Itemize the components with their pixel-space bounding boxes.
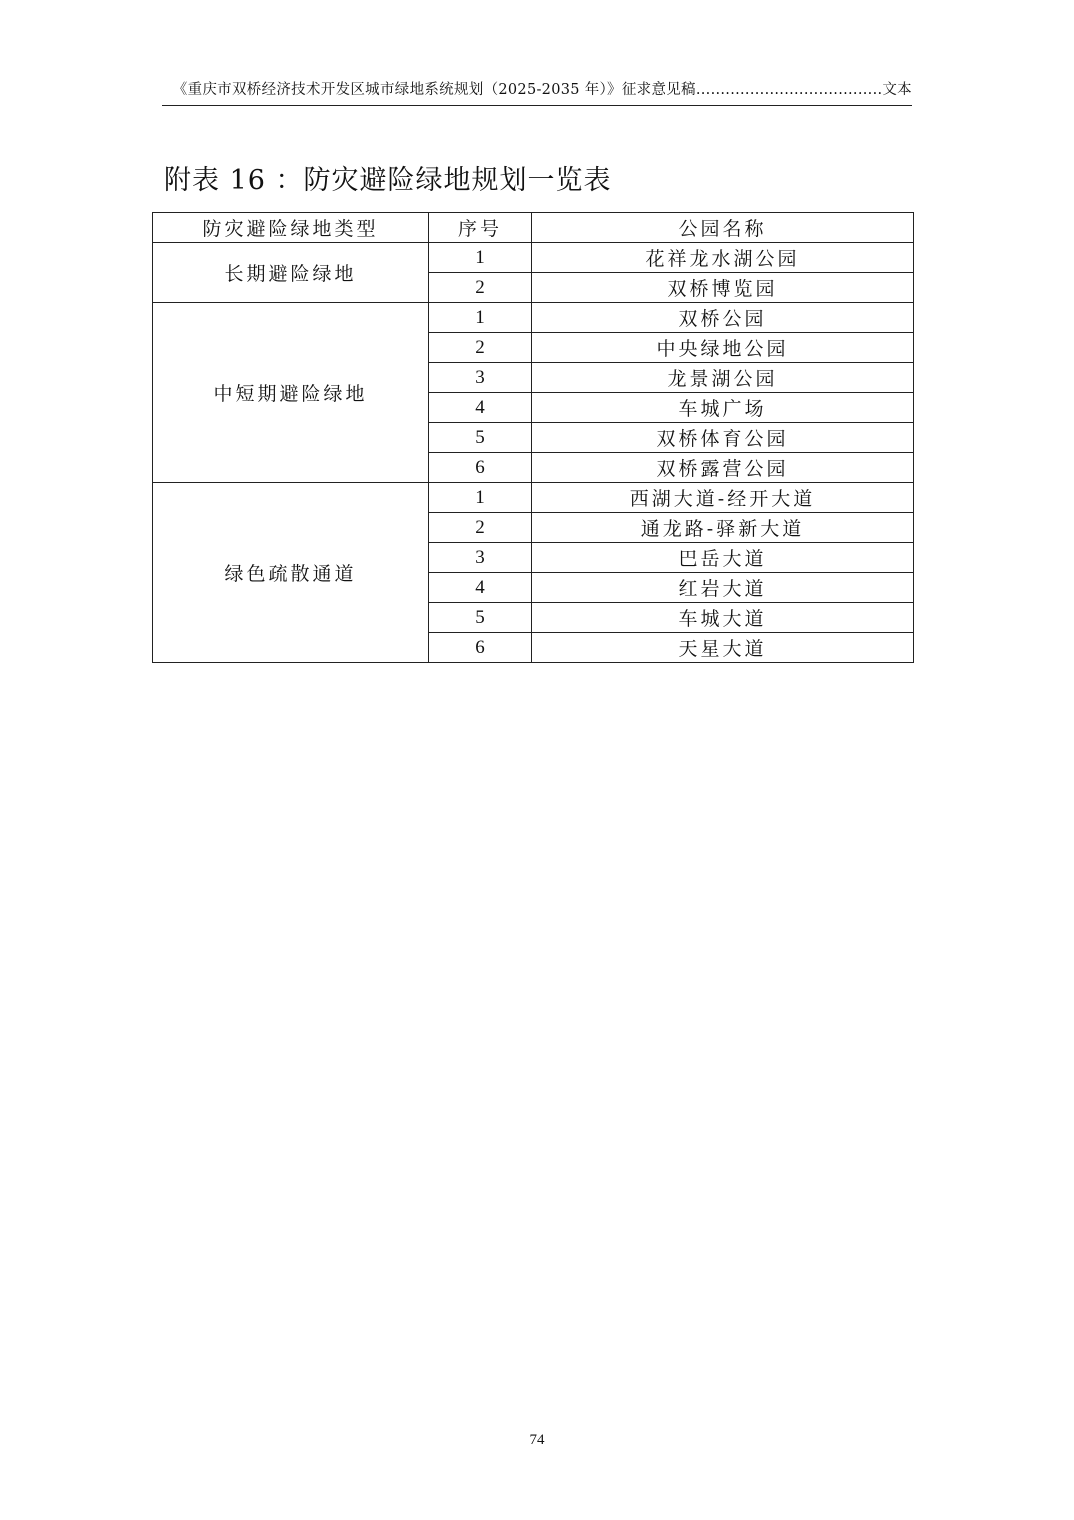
park-name-cell: 巴岳大道: [532, 543, 914, 573]
park-name-cell: 车城广场: [532, 393, 914, 423]
row-number-cell: 5: [429, 603, 532, 633]
green-space-type-cell: 中短期避险绿地: [153, 303, 429, 483]
table-row: [153, 243, 914, 273]
refuge-green-space-table: [152, 212, 914, 663]
row-number-cell: 3: [429, 543, 532, 573]
page-number: 74: [529, 1432, 545, 1448]
table-body: [153, 243, 914, 663]
park-name-cell: 花祥龙水湖公园: [532, 243, 914, 273]
row-number-cell: 1: [429, 483, 532, 513]
green-space-type-cell: 长期避险绿地: [153, 243, 429, 303]
row-number-cell: 6: [429, 633, 532, 663]
running-header: 《重庆市双桥经济技术开发区城市绿地系统规划（2025-2035 年）》征求意见稿......................................文本: [172, 82, 912, 98]
header-divider: [162, 105, 912, 106]
park-name-cell: 双桥体育公园: [532, 423, 914, 453]
row-number-cell: 3: [429, 363, 532, 393]
row-number-cell: 4: [429, 393, 532, 423]
table-row: [153, 483, 914, 513]
row-number-cell: 6: [429, 453, 532, 483]
green-space-type-cell: 绿色疏散通道: [153, 483, 429, 663]
park-name-cell: 通龙路-驿新大道: [532, 513, 914, 543]
table-title: 附表 16 ：防灾避险绿地规划一览表: [164, 165, 612, 196]
park-name-cell: 双桥公园: [532, 303, 914, 333]
row-number-cell: 5: [429, 423, 532, 453]
park-name-cell: 中央绿地公园: [532, 333, 914, 363]
park-name-cell: 西湖大道-经开大道: [532, 483, 914, 513]
row-number-cell: 4: [429, 573, 532, 603]
park-name-cell: 红岩大道: [532, 573, 914, 603]
park-name-cell: 双桥博览园: [532, 273, 914, 303]
row-number-cell: 1: [429, 303, 532, 333]
park-name-cell: 车城大道: [532, 603, 914, 633]
table-row: [153, 303, 914, 333]
row-number-cell: 2: [429, 333, 532, 363]
row-number-cell: 2: [429, 513, 532, 543]
header-type: 防灾避险绿地类型: [153, 213, 429, 243]
row-number-cell: 2: [429, 273, 532, 303]
park-name-cell: 双桥露营公园: [532, 453, 914, 483]
table-header-row: [153, 213, 914, 243]
park-name-cell: 龙景湖公园: [532, 363, 914, 393]
header-park-name: 公园名称: [532, 213, 914, 243]
header-number: 序号: [429, 213, 532, 243]
row-number-cell: 1: [429, 243, 532, 273]
park-name-cell: 天星大道: [532, 633, 914, 663]
